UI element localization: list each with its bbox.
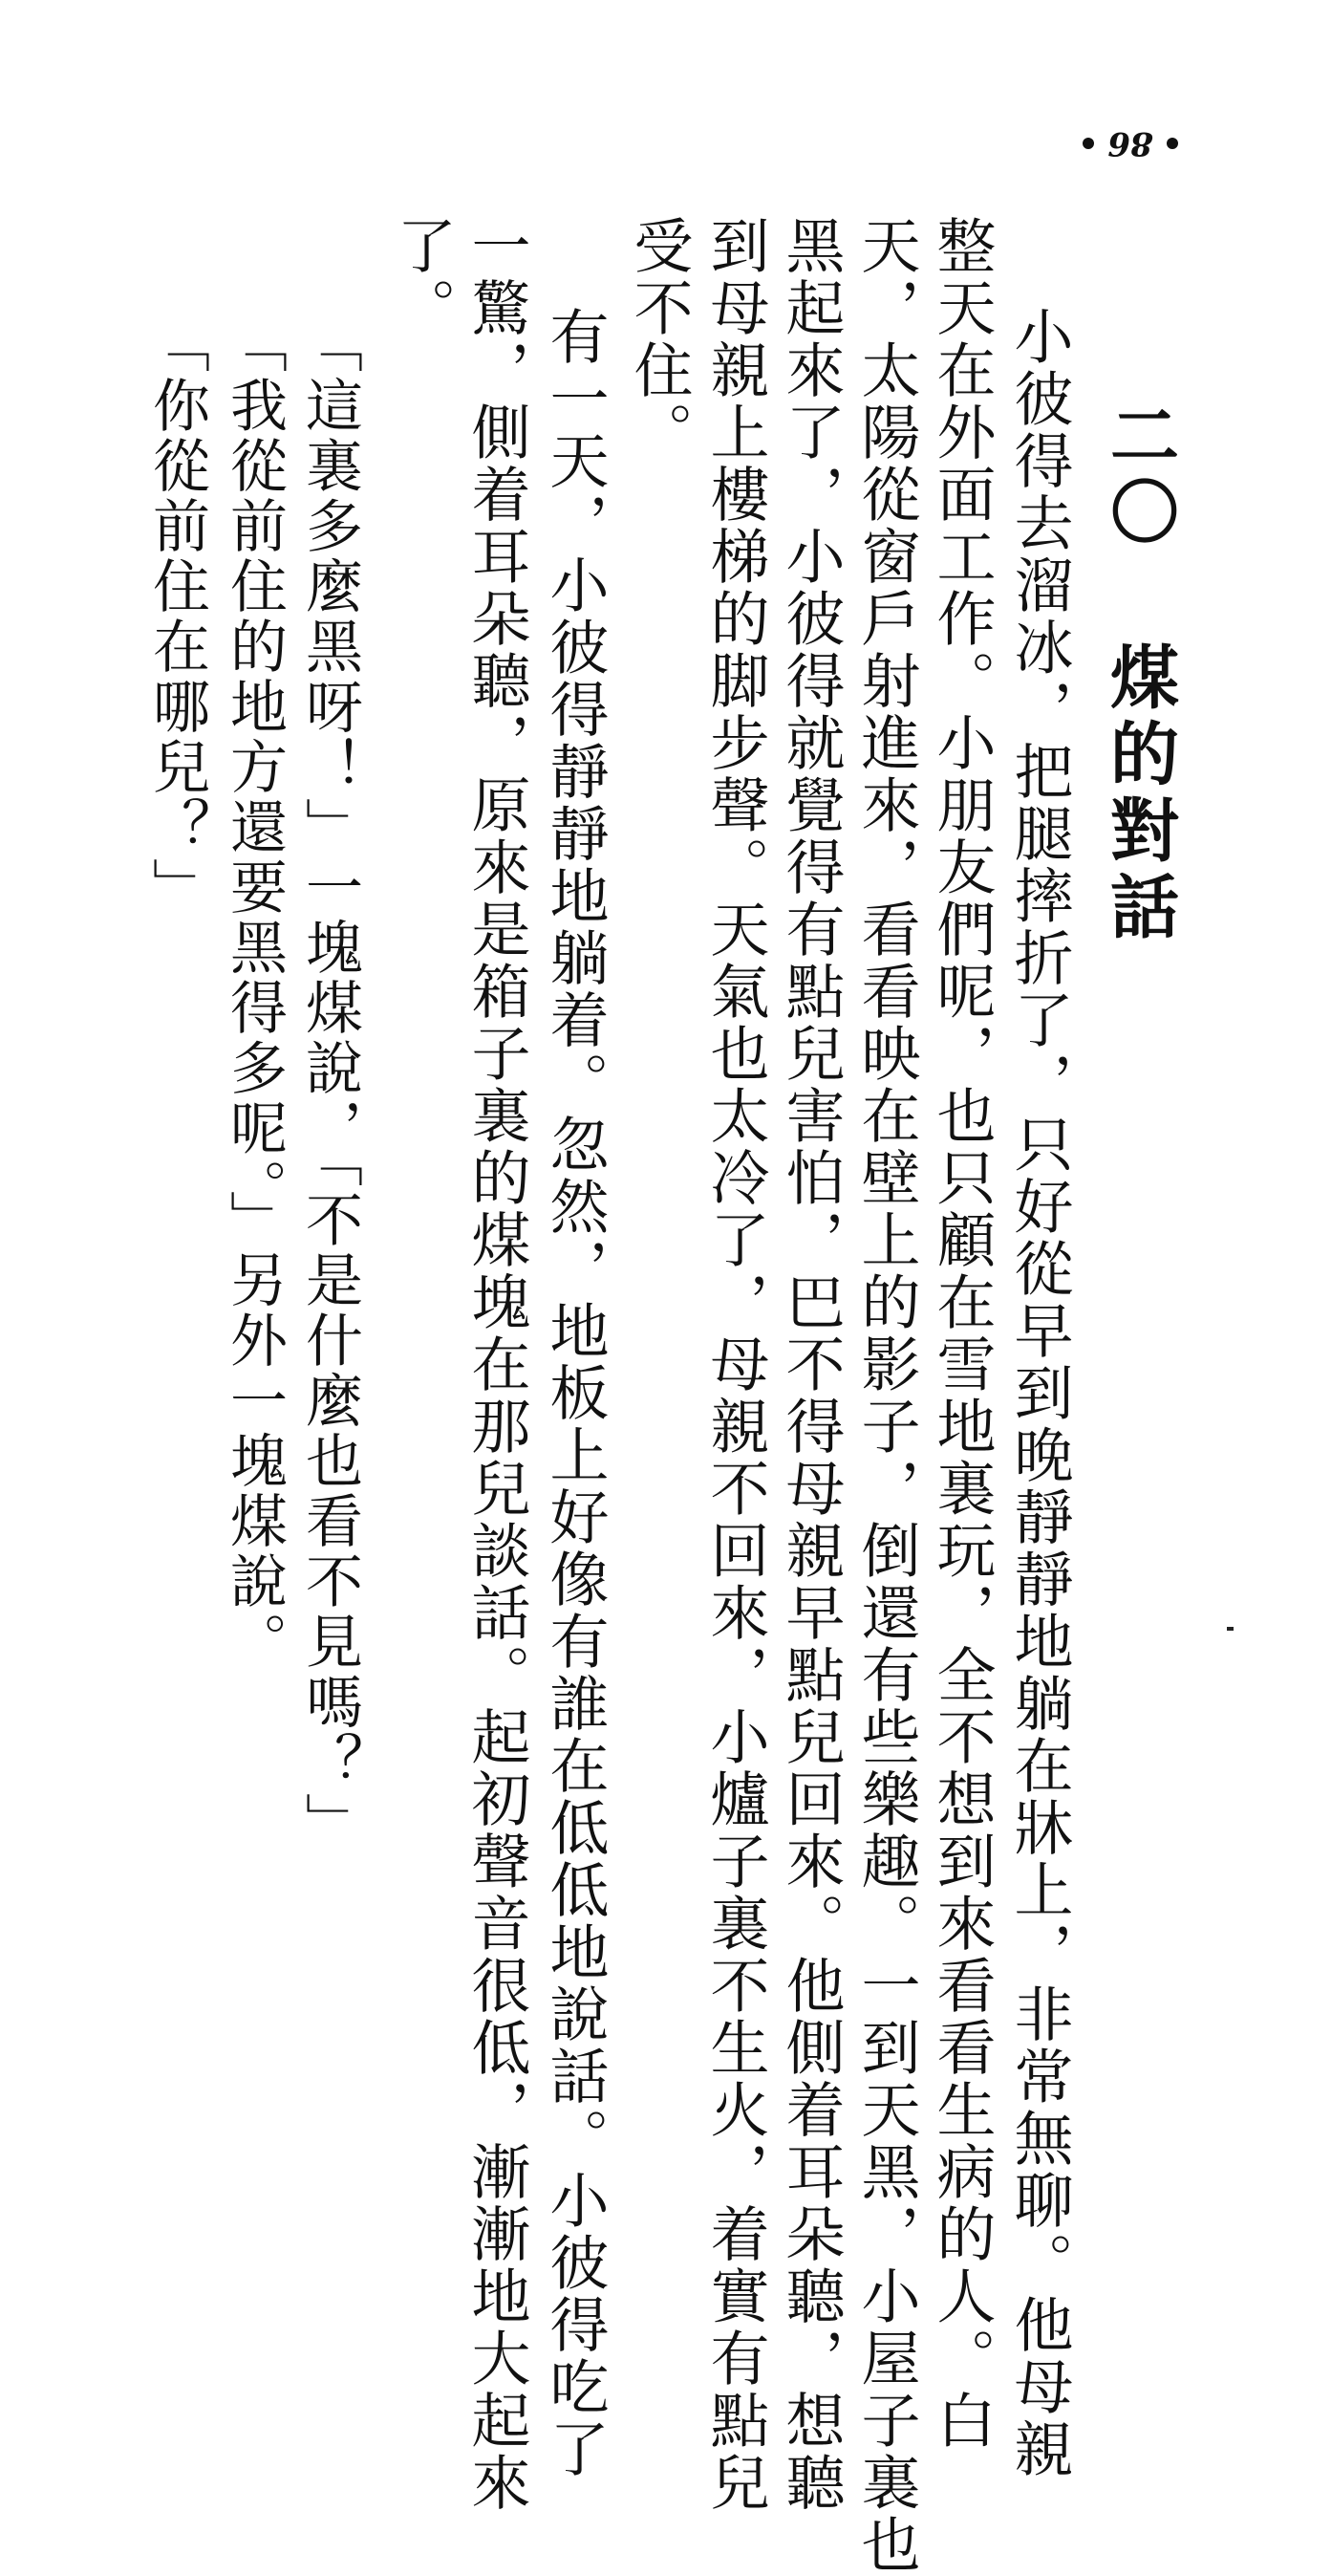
- page-number-text: 86: [1107, 124, 1153, 162]
- dialogue-line-1: 「這裏多麼黑呀！」一塊煤說，「不是什麼也看不見嗎？」: [296, 315, 363, 1852]
- text-column-4: 黑起來了，小彼得就覺得有點兒害怕，巴不得母親早點兒回來。他側着耳朵聽，想聽: [776, 215, 846, 2514]
- dialogue-line-2: 「我從前住的地方還要黑得多呢。」另外一塊煤說。: [221, 315, 288, 1672]
- scan-speck: [1227, 1627, 1234, 1631]
- text-column-5: 到母親上樓梯的脚步聲。天氣也太冷了，母親不回來，小爐子裏不生火，着實有點兒: [700, 215, 770, 2514]
- text-column-8: 一驚，側着耳朵聽，原來是箱子裏的煤塊在那兒談話。起初聲音很低，漸漸地大起來: [462, 215, 531, 2514]
- text-column-1: 小彼得去溜冰，把腿摔折了，只好從早到晚靜靜地躺在牀上，非常無聊。他母親: [1004, 306, 1074, 2480]
- text-column-6: 受不住。: [624, 215, 694, 464]
- text-column-2: 整天在外面工作。小朋友們呢，也只顧在雪地裏玩，全不想到來看看生病的人。白: [927, 215, 997, 2452]
- chapter-title: 二〇 煤的對話: [1099, 400, 1180, 947]
- page-number-left-dot: [1167, 138, 1178, 149]
- text-column-3: 天，太陽從窗戶射進來，看看映在壁上的影子，倒還有些樂趣。一到天黑，小屋子裏也: [851, 215, 921, 2576]
- page-number-right-dot: [1083, 138, 1094, 149]
- dialogue-line-3: 「你從前住在哪兒？」: [143, 315, 210, 918]
- text-column-7: 有一天，小彼得靜靜地躺着。忽然，地板上好像有誰在低低地說話。小彼得吃了: [540, 306, 610, 2480]
- text-column-9: 了。: [387, 215, 457, 339]
- page-number: [1059, 122, 1202, 164]
